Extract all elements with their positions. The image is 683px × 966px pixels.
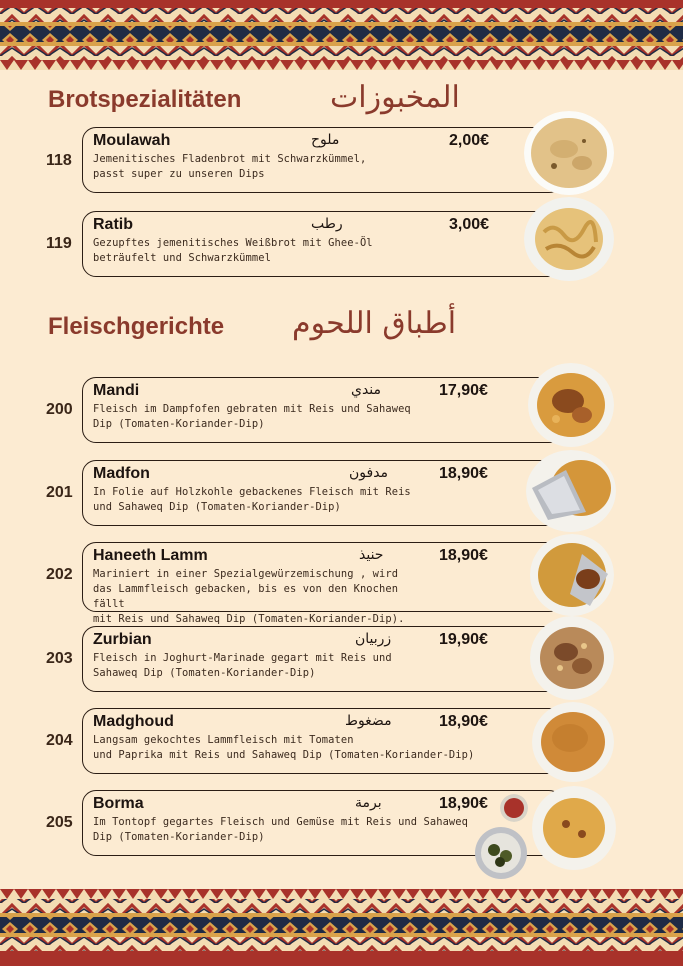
bottom-decorative-border [0,889,683,966]
madghoud-plate-image [532,702,614,782]
zurbian-plate-image [530,616,614,700]
item-arabic-name: زربيان [355,631,392,647]
item-name: Madfon [93,465,150,482]
item-description: Langsam gekochtes Lammfleisch mit Tomaten und Paprika mit Reis und Sahaweq Dip (Tomaten-Koriander-Dip) [93,734,475,761]
item-description: Im Tontopf gegartes Fleisch und Gemüse mit Reis und Sahaweq Dip (Tomaten-Koriander-Dip) [93,816,468,843]
haneeth-plate-image [530,534,614,616]
item-number: 119 [46,235,72,252]
section-title-meat: Fleischgerichte [48,313,225,340]
item-box [82,127,563,193]
item-price: 2,00€ [449,132,490,149]
item-name: Borma [93,795,144,812]
menu-item-202 [0,540,683,625]
item-box [82,626,563,692]
item-number: 118 [46,152,72,169]
item-arabic-name: مدفون [349,465,389,481]
menu-item-200 [0,375,683,445]
top-decorative-border [0,0,683,70]
item-description: Fleisch im Dampfofen gebraten mit Reis und Sahaweq Dip (Tomaten-Koriander-Dip) [93,403,411,430]
item-arabic-name: برمة [355,795,382,811]
item-arabic-name: ملوح [311,132,340,148]
item-name: Haneeth Lamm [93,547,208,564]
item-description: Jemenitisches Fladenbrot mit Schwarzkümmel, passt super zu unseren Dips [93,153,367,180]
item-arabic-name: مندي [351,382,382,398]
item-box [82,211,563,277]
sauce-bowl-image [500,794,528,822]
item-price: 18,90€ [439,795,488,812]
madfon-plate-image [526,450,616,532]
item-box [82,708,563,774]
item-price: 19,90€ [439,631,488,648]
moulawah-flatbread-image [524,111,614,195]
item-description: Gezupftes jemenitisches Weißbrot mit Ghee-Öl beträufelt und Schwarzkümmel [93,237,373,264]
mandi-plate-image [528,363,614,447]
item-box [82,460,563,526]
menu-item-205 [0,788,683,858]
item-name: Mandi [93,382,140,399]
item-arabic-name: مضغوط [345,713,392,729]
item-price: 17,90€ [439,382,488,399]
item-box [82,542,563,625]
item-description: Mariniert in einer Spezialgewürzemischung , wird das Lammfleisch gebacken, bis es von den Knochen fällt mit Reis und Sahaweq Dip (Tomaten-Koriander-Dip). [93,568,405,625]
item-description: In Folie auf Holzkohle gebackenes Fleisch mit Reis und Sahaweq Dip (Tomaten-Koriander-Dip) [93,486,411,513]
item-price: 18,90€ [439,547,488,564]
item-name: Zurbian [93,631,152,648]
section-arabic-bread: المخبوزات [330,80,460,115]
item-number: 200 [46,401,73,418]
ratib-bread-image [524,197,614,281]
item-name: Ratib [93,216,133,233]
menu-item-119 [0,209,683,279]
item-arabic-name: رطب [311,216,343,232]
item-number: 201 [46,484,73,501]
section-title-bread: Brotspezialitäten [48,86,242,113]
olive-dish-image [474,826,528,880]
item-price: 3,00€ [449,216,490,233]
item-name: Madghoud [93,713,174,730]
item-box [82,377,563,443]
item-number: 202 [46,566,73,583]
item-price: 18,90€ [439,465,488,482]
item-number: 204 [46,732,73,749]
item-number: 203 [46,650,73,667]
menu-item-204 [0,706,683,776]
menu-item-118 [0,125,683,195]
borma-plate-image [532,786,616,870]
item-name: Moulawah [93,132,171,149]
item-arabic-name: حنيذ [359,547,384,563]
item-number: 205 [46,814,73,831]
section-arabic-meat: أطباق اللحوم [292,306,457,341]
menu-item-203 [0,624,683,694]
menu-item-201 [0,458,683,528]
item-price: 18,90€ [439,713,488,730]
item-description: Fleisch in Joghurt-Marinade gegart mit Reis und Sahaweq Dip (Tomaten-Koriander-Dip) [93,652,392,679]
